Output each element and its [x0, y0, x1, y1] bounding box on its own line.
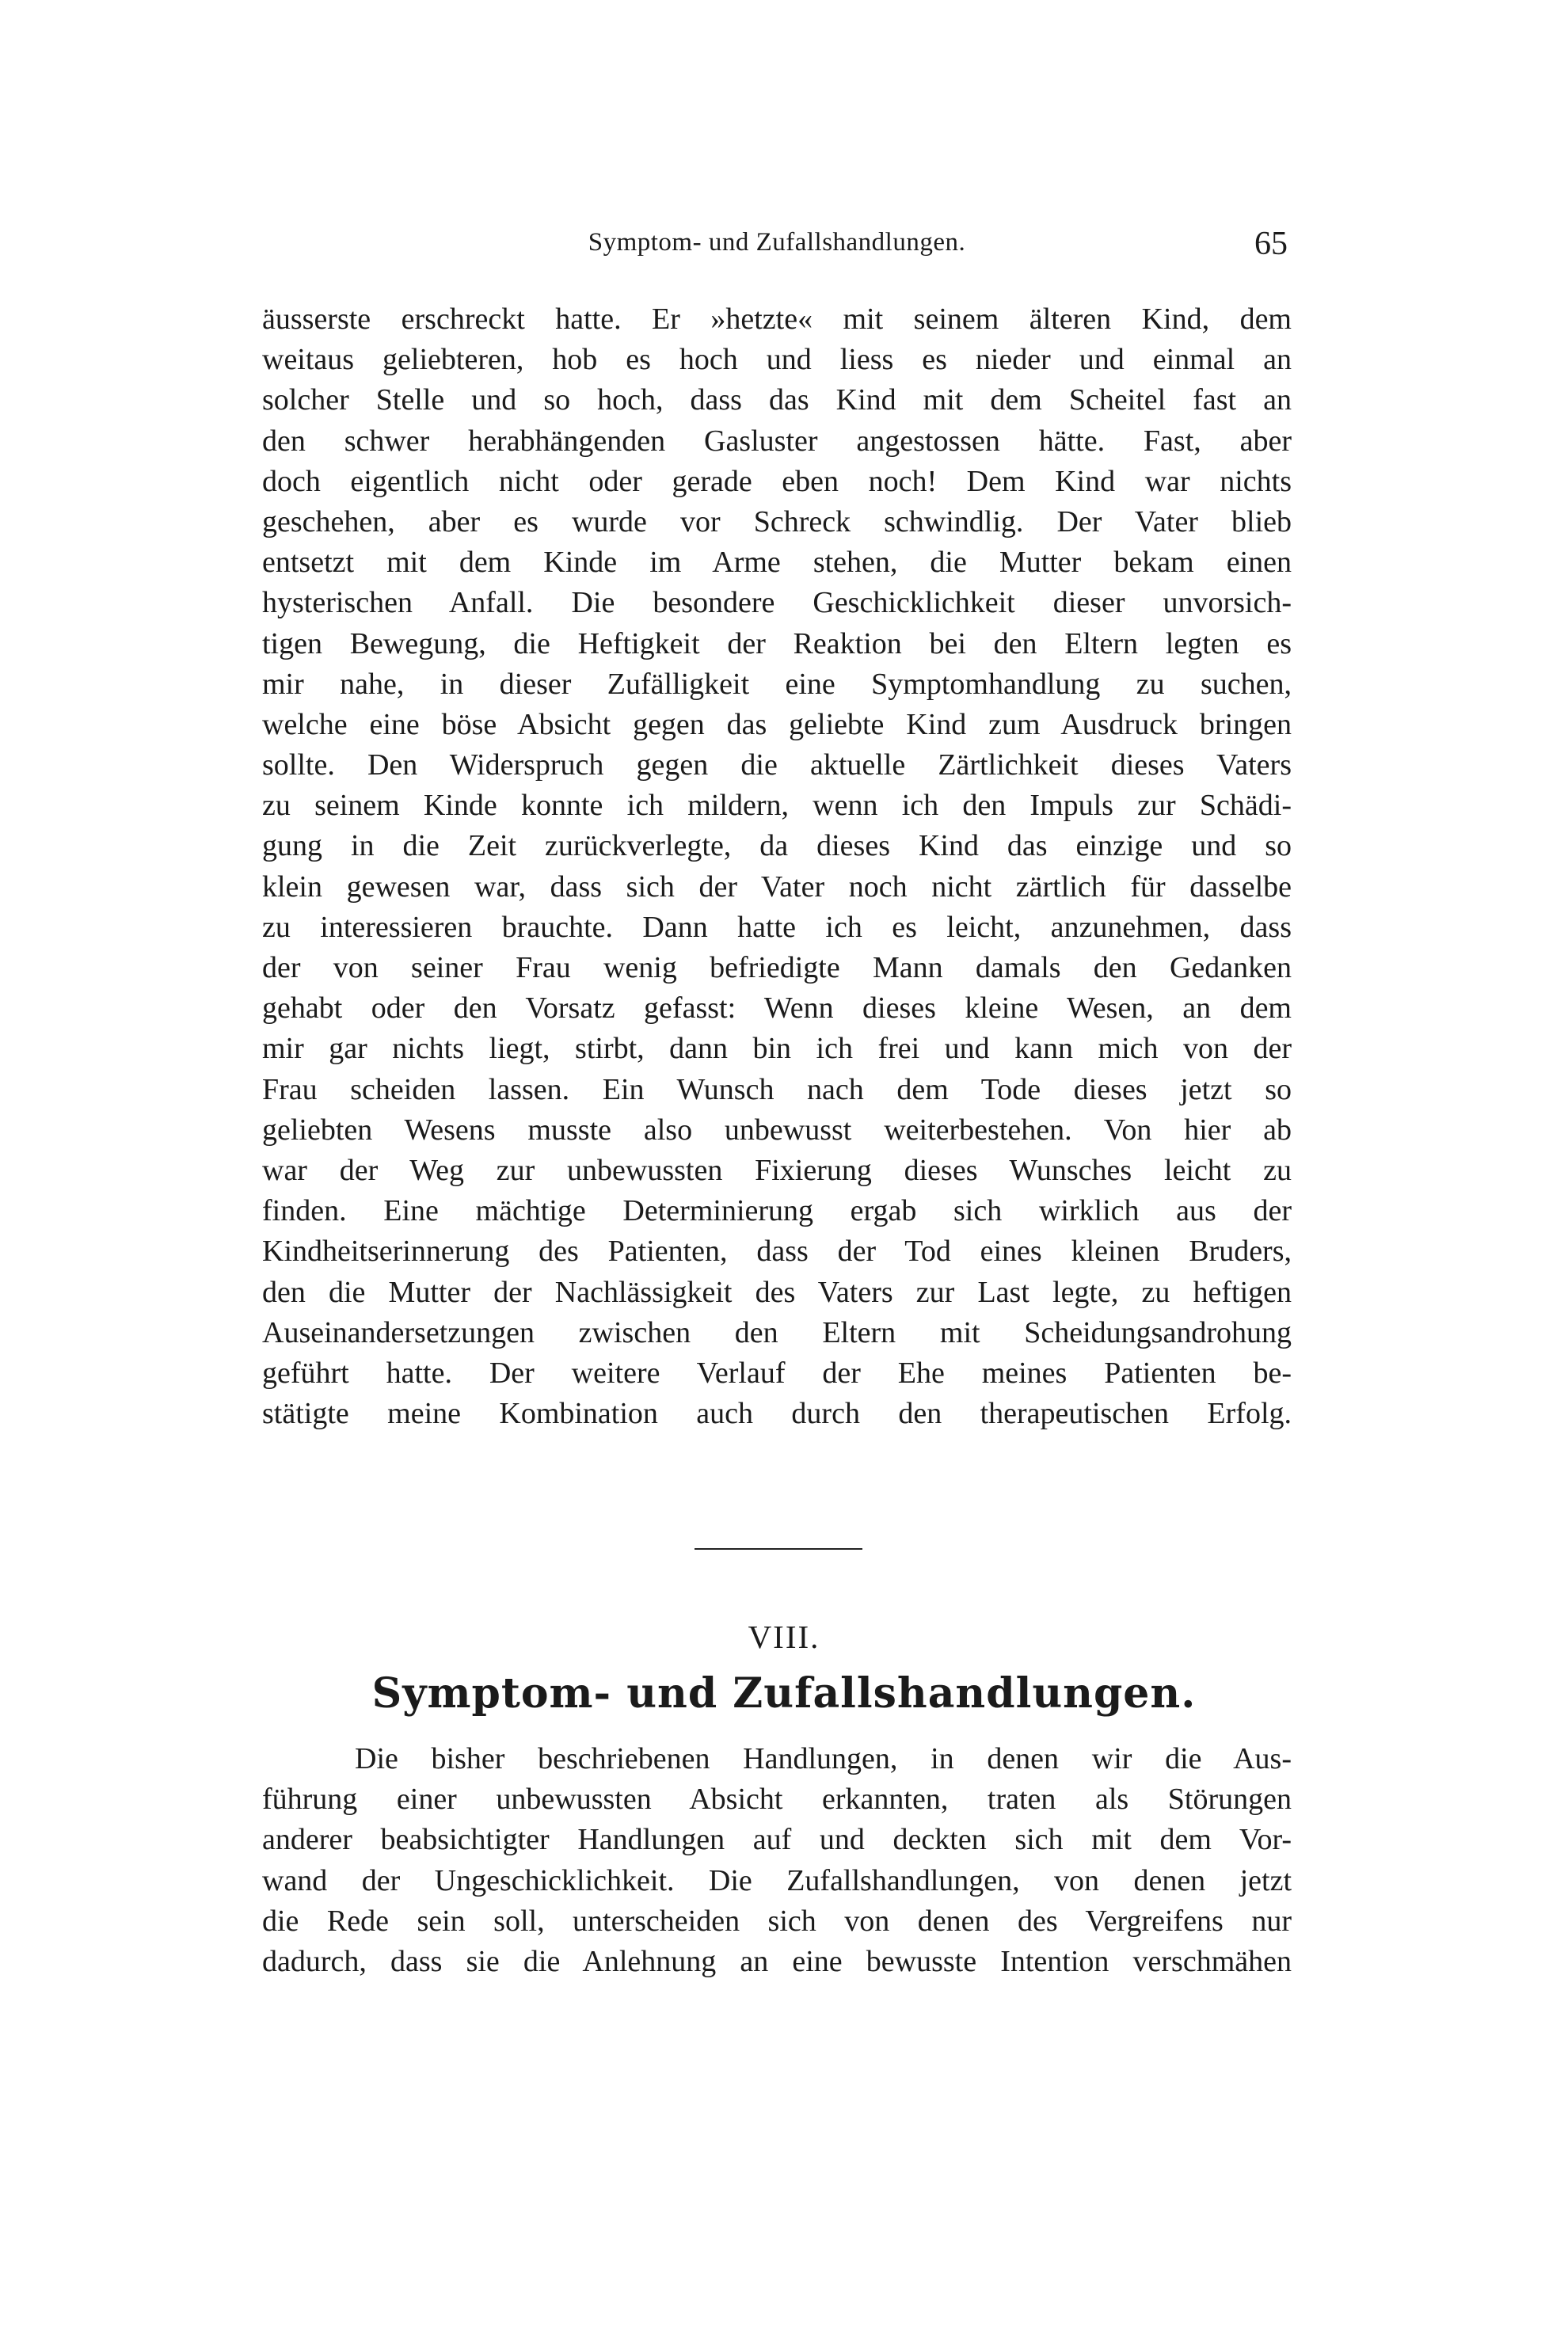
text-line: Kindheitserinnerung des Patienten, dass der Tod eines kleinen Bruders,	[262, 1235, 1292, 1269]
chapter-opening-paragraph	[262, 1739, 1292, 1982]
chapter-number: VIII.	[748, 1619, 820, 1655]
text-line: geschehen, aber es wurde vor Schreck schwindlig. Der Vater blieb	[262, 504, 1292, 538]
text-line: gung in die Zeit zurückverlegte, da dieses Kind das einzige und so	[262, 829, 1292, 863]
text-line: entsetzt mit dem Kinde im Arme stehen, die Mutter bekam einen	[262, 546, 1292, 580]
text-line: gehabt oder den Vorsatz gefasst: Wenn dieses kleine Wesen, an dem	[262, 991, 1292, 1026]
text-line: geführt hatte. Der weitere Verlauf der Ehe meines Patienten be-	[262, 1356, 1292, 1390]
running-head	[266, 228, 1288, 268]
text-line: Auseinandersetzungen zwischen den Eltern mit Scheidungsandrohung	[262, 1315, 1292, 1349]
text-line: der von seiner Frau wenig befriedigte Mann damals den Gedanken	[262, 951, 1292, 984]
text-line: den die Mutter der Nachlässigkeit des Vaters zur Last legte, zu heftigen	[262, 1275, 1292, 1309]
text-line: weitaus geliebteren, hob es hoch und liess es nieder und einmal an	[262, 343, 1292, 377]
text-line: zu interessieren brauchte. Dann hatte ich es leicht, anzunehmen, dass	[262, 910, 1292, 944]
text-line: anderer beabsichtigter Handlungen auf und deckten sich mit dem Vor-	[262, 1823, 1292, 1857]
text-line: die Rede sein soll, unterscheiden sich von denen des Vergreifens nur	[262, 1904, 1292, 1938]
text-line: klein gewesen war, dass sich der Vater noch nicht zärtlich für dasselbe	[262, 869, 1292, 904]
text-line: dadurch, dass sie die Anlehnung an eine bewusste Intention verschmähen	[262, 1944, 1292, 1978]
text-line: Frau scheiden lassen. Ein Wunsch nach dem Tode dieses jetzt so	[262, 1072, 1292, 1106]
text-line: zu seinem Kinde konnte ich mildern, wenn ich den Impuls zur Schädi-	[262, 789, 1292, 823]
text-line: finden. Eine mächtige Determinierung ergab sich wirklich aus der	[262, 1194, 1292, 1228]
text-line: äusserste erschreckt hatte. Er »hetzte« mit seinem älteren Kind, dem	[262, 303, 1292, 336]
text-line: war der Weg zur unbewussten Fixierung dieses Wunsches leicht zu	[262, 1153, 1292, 1187]
running-title: Symptom- und Zufallshandlungen.	[588, 228, 966, 257]
text-line: stätigte meine Kombination auch durch den therapeutischen Erfolg.	[262, 1397, 1292, 1431]
chapter-title: Symptom- und Zufallshandlungen.	[371, 1669, 1197, 1718]
text-line: welche eine böse Absicht gegen das geliebte Kind zum Ausdruck bringen	[262, 707, 1292, 741]
text-line: hysterischen Anfall. Die besondere Geschicklichkeit dieser unvorsich-	[262, 586, 1292, 620]
page-number: 65	[1254, 226, 1288, 262]
text-line: mir gar nichts liegt, stirbt, dann bin ich frei und kann mich von der	[262, 1032, 1292, 1066]
text-line: den schwer herabhängenden Gasluster angestossen hätte. Fast, aber	[262, 424, 1292, 458]
text-line: mir nahe, in dieser Zufälligkeit eine Symptomhandlung zu suchen,	[262, 667, 1292, 701]
text-line: wand der Ungeschicklichkeit. Die Zufallshandlungen, von denen jetzt	[262, 1863, 1292, 1897]
paragraph-continued	[262, 299, 1292, 1434]
text-line: sollte. Den Widerspruch gegen die aktuelle Zärtlichkeit dieses Vaters	[262, 748, 1292, 782]
text-line: doch eigentlich nicht oder gerade eben noch! Dem Kind war nichts	[262, 464, 1292, 498]
text-line: solcher Stelle und so hoch, dass das Kind mit dem Scheitel fast an	[262, 383, 1292, 417]
text-line: tigen Bewegung, die Heftigkeit der Reaktion bei den Eltern legten es	[262, 626, 1292, 660]
section-divider	[695, 1548, 862, 1550]
text-line: Die bisher beschriebenen Handlungen, in denen wir die Aus-	[355, 1742, 1292, 1775]
text-line: geliebten Wesens musste also unbewusst weiterbestehen. Von hier ab	[262, 1113, 1292, 1147]
text-line: führung einer unbewussten Absicht erkannten, traten als Störungen	[262, 1783, 1292, 1817]
